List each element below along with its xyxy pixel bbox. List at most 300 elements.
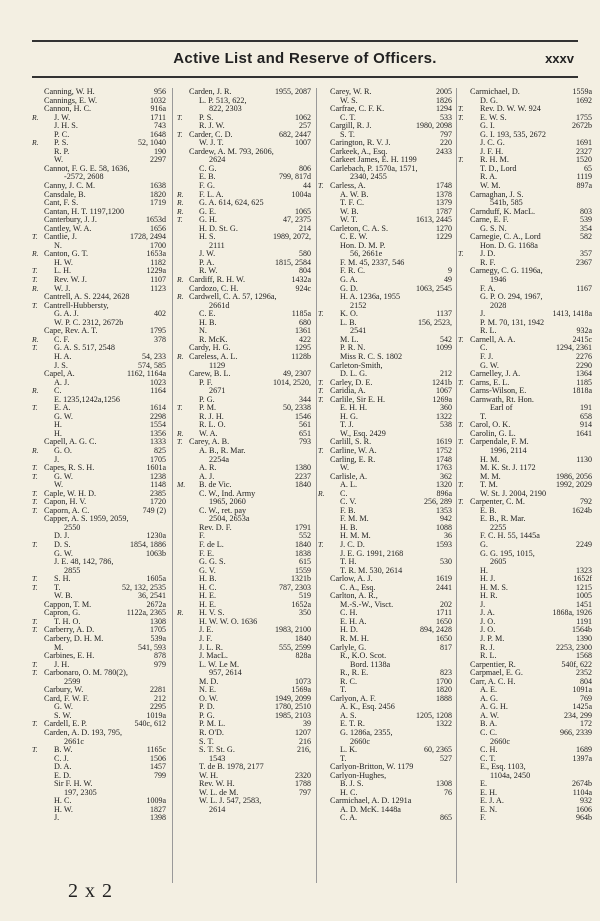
index-entry xyxy=(177,738,313,747)
entry-name: Cardew, A. M. 793, 2606, xyxy=(189,146,274,156)
index-entry xyxy=(318,319,454,328)
entry-page-refs: 360 xyxy=(440,403,452,413)
entry-name: E. W. S. xyxy=(480,112,507,122)
entry-name: P. M. L. xyxy=(199,719,226,729)
index-entry xyxy=(318,293,454,302)
entry-marker: T. xyxy=(32,300,38,310)
entry-name: A. J. xyxy=(54,377,70,387)
entry-name: F. de L. xyxy=(199,539,224,549)
entry-page-refs: 1119 xyxy=(576,172,592,182)
entry-page-refs: 1269a xyxy=(432,394,452,404)
entry-page-refs: 1379 xyxy=(436,198,452,208)
entry-page-refs: 2295 xyxy=(150,702,166,712)
index-entry xyxy=(177,404,313,413)
entry-name: 56, 2661e xyxy=(350,249,383,259)
entry-name: J. L. R. xyxy=(199,642,223,652)
index-entry xyxy=(177,259,313,268)
entry-page-refs: 216 xyxy=(299,736,311,746)
entry-name: Capes, R. S. H. xyxy=(44,463,95,473)
entry-page-refs: 1019a xyxy=(146,710,166,720)
entry-page-refs: 256, 289 xyxy=(424,497,452,507)
entry-name: Carbery, D. H. M. xyxy=(44,634,104,643)
entry-page-refs: 1398 xyxy=(150,813,166,823)
entry-name: G. A. S. 517, 2548 xyxy=(54,343,115,353)
entry-name: Carline, W. A. xyxy=(330,445,377,455)
entry-page-refs: 1182 xyxy=(150,257,166,267)
entry-name: Carnelley, J. A. xyxy=(470,369,521,379)
entry-page-refs: 2672a xyxy=(146,599,166,609)
entry-name: Carne, E. F. xyxy=(470,215,509,225)
entry-page-refs: 1624b xyxy=(572,505,592,515)
index-entry xyxy=(458,319,594,328)
entry-page-refs: 44 xyxy=(303,181,311,191)
index-entry xyxy=(177,413,313,422)
entry-page-refs: 1983, 2100 xyxy=(275,625,311,635)
entry-name: R. A. xyxy=(480,172,498,182)
entry-marker: R. xyxy=(177,608,184,618)
entry-name: R. J. H. xyxy=(199,411,224,421)
entry-name: Cansdale, B. xyxy=(44,189,86,199)
entry-name: Capon, H. V. xyxy=(44,497,87,507)
entry-name: Carbonaro, O. M. 780(2), xyxy=(44,668,128,678)
page-title: Active List and Reserve of Officers. xyxy=(173,50,437,67)
entry-name: R. H. M. xyxy=(480,155,509,165)
entry-page-refs: 1205, 1208 xyxy=(416,710,452,720)
entry-marker: T. xyxy=(458,334,464,344)
entry-page-refs: 1989, 2072, xyxy=(273,232,311,242)
entry-page-refs: 54, 233 xyxy=(142,351,166,361)
entry-page-refs: 793 xyxy=(299,437,311,447)
entry-name: H. E. xyxy=(199,599,217,609)
entry-page-refs: 787, 2303 xyxy=(279,582,311,592)
index-entry xyxy=(32,447,168,456)
entry-page-refs: 1638 xyxy=(150,181,166,191)
entry-page-refs: 538 xyxy=(440,420,452,430)
entry-name: -2572, 2608 xyxy=(64,172,104,182)
entry-marker: T. xyxy=(458,437,464,447)
entry-page-refs: 540c, 612 xyxy=(134,719,166,729)
page-number: xxxv xyxy=(545,51,574,66)
entry-page-refs: 1815, 2584 xyxy=(275,257,311,267)
entry-page-refs: 799 xyxy=(154,770,166,780)
index-entry xyxy=(177,156,313,165)
entry-page-refs: 932 xyxy=(580,796,592,806)
entry-name: Cannot, F. G. E. 58, 1636, xyxy=(44,163,130,173)
entry-page-refs: 1559a xyxy=(572,87,592,96)
entry-page-refs: 1137 xyxy=(436,309,452,319)
entry-marker: T. xyxy=(458,112,464,122)
entry-name: 1996, 2114 xyxy=(490,445,527,455)
entry-marker: R. xyxy=(32,138,39,148)
entry-page-refs: 1380 xyxy=(295,463,311,473)
entry-name: W. A. xyxy=(199,428,218,438)
entry-name: J. D. xyxy=(480,249,496,259)
entry-page-refs: 220 xyxy=(440,138,452,148)
entry-name: G. 1286a, 2355, xyxy=(340,728,393,738)
entry-name: E. D. xyxy=(54,770,72,780)
index-entry xyxy=(177,661,313,670)
entry-name: R., K.O. Scot. xyxy=(340,651,387,661)
entry-name: J. xyxy=(54,813,60,823)
entry-name: 2550 xyxy=(64,522,81,532)
entry-name: F. B. xyxy=(340,505,356,515)
entry-page-refs: 658 xyxy=(580,411,592,421)
entry-page-refs: 190 xyxy=(154,146,166,156)
entry-name: F. xyxy=(199,531,205,541)
entry-page-refs: 533 xyxy=(440,112,452,122)
entry-marker: R. xyxy=(177,351,184,361)
index-entry xyxy=(32,797,168,806)
entry-page-refs: 797 xyxy=(440,129,452,139)
entry-name: E. H. A. xyxy=(340,616,367,626)
entry-name: 2661d xyxy=(209,300,230,310)
entry-page-refs: 1653a xyxy=(146,249,166,259)
entry-page-refs: 803 xyxy=(580,206,592,216)
entry-name: 1104a, 2450 xyxy=(490,770,531,780)
entry-name: E. B. xyxy=(480,505,497,515)
entry-name: J. F. H. xyxy=(480,146,504,156)
entry-page-refs: 2674b xyxy=(572,779,592,789)
entry-name: C. T. xyxy=(480,753,496,763)
index-entry xyxy=(32,558,168,567)
index-entry xyxy=(318,242,454,251)
entry-name: Carmichael, D. xyxy=(470,87,520,96)
entry-name: Carberry, A. D. xyxy=(44,625,95,635)
entry-name: D. G. xyxy=(480,95,498,105)
entry-page-refs: 1062 xyxy=(295,112,311,122)
entry-page-refs: 1787 xyxy=(436,206,452,216)
entry-page-refs: 1840 xyxy=(295,480,311,490)
entry-name: H. W. xyxy=(54,257,73,267)
entry-marker: T. xyxy=(32,745,38,755)
entry-name: G. O. xyxy=(54,445,72,455)
entry-name: H. W. xyxy=(54,804,73,814)
entry-name: Carlyle, G. xyxy=(330,642,367,652)
entry-name: Cardell, E. P. xyxy=(44,719,87,729)
entry-name: J. O. xyxy=(480,625,496,635)
entry-name: G. D. xyxy=(340,283,358,293)
entry-page-refs: 1652a xyxy=(291,599,311,609)
entry-page-refs: 817 xyxy=(440,642,452,652)
index-entry xyxy=(318,267,454,276)
entry-name: Carden, A. D. 193, 795, xyxy=(44,728,123,738)
entry-page-refs: 1333 xyxy=(150,437,166,447)
entry-page-refs: 1294, 2361 xyxy=(556,343,592,353)
entry-name: E. B., R. Mar. xyxy=(480,514,526,524)
entry-name: H. A. 1236a, 1955 xyxy=(340,292,401,302)
entry-page-refs: 52, 132, 2535 xyxy=(122,582,166,592)
index-entry xyxy=(318,456,454,465)
entry-name: N. xyxy=(54,240,62,250)
entry-page-refs: 1308 xyxy=(436,779,452,789)
entry-name: R. J. W. xyxy=(199,121,225,131)
entry-name: G. V. xyxy=(199,565,216,575)
index-entry xyxy=(458,156,594,165)
index-entry xyxy=(318,609,454,618)
entry-name: L. W. Le M. xyxy=(199,659,240,669)
entry-name: A. G. xyxy=(480,693,498,703)
entry-name: C. E. W. xyxy=(340,232,368,242)
entry-name: P. G. xyxy=(199,710,215,720)
entry-name: H. B. xyxy=(199,317,217,327)
entry-name: T. D., Lord xyxy=(480,163,517,173)
entry-page-refs: 1322 xyxy=(436,411,452,421)
entry-name: Carden, J. R. xyxy=(189,87,232,96)
entry-name: H. S. xyxy=(199,232,216,242)
entry-marker: T. xyxy=(318,309,324,319)
entry-page-refs: 1564b xyxy=(572,625,592,635)
index-entry xyxy=(458,515,594,524)
entry-name: G. A. J. xyxy=(54,309,79,319)
entry-page-refs: 1763 xyxy=(436,463,452,473)
entry-page-refs: 1985, 2103 xyxy=(275,710,311,720)
entry-name: Carkeek, A., Esq. xyxy=(330,146,388,156)
index-entry xyxy=(32,327,168,336)
entry-page-refs: 1364 xyxy=(576,369,592,379)
entry-name: E. B. xyxy=(199,172,216,182)
entry-name: P. C. xyxy=(54,129,70,139)
entry-page-refs: 1023 xyxy=(150,377,166,387)
entry-marker: R. xyxy=(32,334,39,344)
entry-page-refs: 2005 xyxy=(436,87,452,96)
index-entry xyxy=(458,575,594,584)
entry-name: C. G. xyxy=(199,163,217,173)
index-entry xyxy=(458,242,594,251)
index-entry xyxy=(458,806,594,815)
entry-name: G. xyxy=(480,539,488,549)
signature-mark: 2 x 2 xyxy=(68,880,113,902)
index-entry xyxy=(177,541,313,550)
entry-marker: T. xyxy=(32,625,38,635)
entry-name: H. G. xyxy=(340,411,358,421)
index-entry xyxy=(458,609,594,618)
entry-name: G. I. 193, 535, 2672 xyxy=(480,129,546,139)
entry-name: F. J. xyxy=(480,351,494,361)
index-entry xyxy=(177,387,313,396)
index-entry xyxy=(177,353,313,362)
entry-page-refs: 1063, 2545 xyxy=(416,283,452,293)
entry-marker: R. xyxy=(32,386,39,396)
index-entry xyxy=(318,601,454,610)
index-entry xyxy=(177,720,313,729)
entry-page-refs: 1014, 2520, xyxy=(273,377,311,387)
entry-name: L. H. xyxy=(54,266,72,276)
entry-page-refs: 865 xyxy=(440,813,452,823)
column-divider xyxy=(456,88,457,883)
entry-page-refs: 1230a xyxy=(146,531,166,541)
entry-marker: T. xyxy=(32,232,38,242)
entry-page-refs: 49 xyxy=(444,275,452,285)
index-entry xyxy=(32,438,168,447)
entry-page-refs: 47, 2375 xyxy=(283,215,311,225)
index-entry xyxy=(177,644,313,653)
entry-page-refs: 1320 xyxy=(436,480,452,490)
entry-name: J. MacL. xyxy=(199,651,228,661)
entry-page-refs: 2297 xyxy=(150,155,166,165)
index-entry xyxy=(177,438,313,447)
entry-marker: T. xyxy=(32,574,38,584)
entry-name: Carol, O. K. xyxy=(470,420,511,430)
entry-page-refs: 743 xyxy=(154,121,166,131)
entry-name: 2614 xyxy=(209,804,226,814)
entry-page-refs: 1606 xyxy=(576,804,592,814)
entry-page-refs: 156, 2523, xyxy=(418,317,452,327)
entry-page-refs: 1308 xyxy=(150,616,166,626)
entry-page-refs: 212 xyxy=(440,369,452,379)
index-entry xyxy=(177,310,313,319)
entry-page-refs: 530 xyxy=(440,557,452,567)
entry-page-refs: 897a xyxy=(576,181,592,191)
entry-name: R. L. xyxy=(480,651,497,661)
entry-name: Cardozo, C. H. xyxy=(189,283,239,293)
entry-name: F. R. C. xyxy=(340,266,366,276)
entry-page-refs: 234, 299 xyxy=(564,710,592,720)
entry-name: R. F. xyxy=(480,257,496,267)
entry-name: E. J. A. xyxy=(480,796,504,806)
index-entry xyxy=(458,592,594,601)
index-entry xyxy=(458,353,594,362)
index-entry xyxy=(32,122,168,131)
entry-name: H. A. xyxy=(54,351,72,361)
entry-name: J. O. xyxy=(480,616,496,626)
entry-page-refs: 1191 xyxy=(576,616,592,626)
entry-page-refs: 1005 xyxy=(576,591,592,601)
entry-page-refs: 804 xyxy=(299,266,311,276)
entry-marker: R. xyxy=(32,249,39,259)
entry-page-refs: 1323 xyxy=(576,565,592,575)
entry-page-refs: 1009a xyxy=(146,796,166,806)
entry-name: 2111 xyxy=(209,240,225,250)
index-entry xyxy=(458,797,594,806)
entry-page-refs: 1652f xyxy=(573,574,592,584)
entry-name: Carbines, E. H. xyxy=(44,651,95,661)
entry-name: J. C. D. xyxy=(340,539,365,549)
entry-name: A. G. H. xyxy=(480,702,508,712)
index-entry xyxy=(318,225,454,234)
entry-name: G. W. xyxy=(54,548,73,558)
entry-marker: T. xyxy=(32,463,38,473)
entry-page-refs: 36, 2541 xyxy=(138,591,166,601)
entry-marker: T. xyxy=(458,497,464,507)
entry-name: Caridia, A. xyxy=(330,386,366,396)
entry-name: D. J. xyxy=(54,531,70,541)
index-entry xyxy=(32,114,168,123)
entry-name: Carlile, Sir E. H. xyxy=(330,394,386,404)
index-entry xyxy=(32,652,168,661)
entry-page-refs: 191 xyxy=(580,403,592,413)
entry-name: A. W. B. xyxy=(340,189,369,199)
entry-page-refs: 1432a xyxy=(291,275,311,285)
entry-name: W. J. xyxy=(54,283,71,293)
entry-name: Carley, D. E. xyxy=(330,377,373,387)
entry-name: Caporn, A. C. xyxy=(44,505,90,515)
entry-name: F. L. A. xyxy=(199,189,224,199)
entry-name: H. E. xyxy=(199,591,217,601)
entry-name: J. W. xyxy=(54,112,71,122)
index-entry xyxy=(177,524,313,533)
entry-name: 2624 xyxy=(209,155,226,165)
index-entry xyxy=(177,233,313,242)
entry-name: C. J. xyxy=(54,753,69,763)
index-entry xyxy=(458,644,594,653)
entry-page-refs: 1720 xyxy=(150,497,166,507)
entry-name: Cantley, W. A. xyxy=(44,223,92,233)
entry-name: G. W. xyxy=(54,471,73,481)
index-entry xyxy=(177,173,313,182)
index-entry xyxy=(32,473,168,482)
entry-name: Cardiff, R. H. W. xyxy=(189,275,246,285)
entry-name: E. H. xyxy=(480,787,498,797)
entry-name: P. F. xyxy=(199,377,213,387)
entry-name: W. H. xyxy=(199,770,219,780)
index-entry xyxy=(318,404,454,413)
entry-marker: T. xyxy=(32,719,38,729)
entry-page-refs: 1840 xyxy=(295,634,311,643)
index-column-3 xyxy=(318,88,454,823)
entry-name: 2660c xyxy=(350,736,371,746)
entry-page-refs: 582 xyxy=(580,232,592,242)
entry-marker: R. xyxy=(32,283,39,293)
entry-page-refs: 1088 xyxy=(436,522,452,532)
header-rule xyxy=(32,76,578,78)
index-entry xyxy=(32,148,168,157)
entry-page-refs: 1295 xyxy=(295,343,311,353)
entry-page-refs: 1397a xyxy=(572,753,592,763)
entry-page-refs: 914 xyxy=(580,420,592,430)
entry-page-refs: 1207 xyxy=(295,728,311,738)
entry-name: F. xyxy=(480,813,486,823)
entry-name: 2255 xyxy=(490,522,507,532)
entry-name: Canterbury, J. J. xyxy=(44,215,97,225)
entry-name: T. M. xyxy=(480,480,498,490)
entry-page-refs: 1148 xyxy=(150,480,166,490)
entry-page-refs: 1980, 2098 xyxy=(416,121,452,131)
entry-marker: T. xyxy=(458,480,464,490)
entry-name: W. T. xyxy=(340,215,358,225)
entry-page-refs: 1820 xyxy=(436,685,452,695)
entry-name: Carmichael, A. D. 1291a xyxy=(330,796,412,806)
entry-name: Carpentier, R. xyxy=(470,659,516,669)
entry-page-refs: 2249 xyxy=(576,539,592,549)
entry-page-refs: 1748 xyxy=(436,181,452,191)
entry-page-refs: 1165c xyxy=(146,745,166,755)
entry-page-refs: 1692 xyxy=(576,95,592,105)
entry-name: A. K., Esq. 2456 xyxy=(340,702,395,712)
entry-name: T. de B. 1978, 2177 xyxy=(199,762,264,772)
entry-name: H. xyxy=(54,420,62,430)
index-entry xyxy=(458,293,594,302)
entry-marker: R. xyxy=(177,292,184,302)
entry-name: E. H. H. xyxy=(340,403,368,413)
entry-name: C. A. xyxy=(340,813,358,823)
entry-name: 2855 xyxy=(64,565,81,575)
index-entry xyxy=(32,421,168,430)
entry-name: H. R. xyxy=(480,591,498,601)
entry-page-refs: 979 xyxy=(154,659,166,669)
entry-name: W. B. xyxy=(54,591,73,601)
entry-name: Caple, W. H. D. xyxy=(44,488,97,498)
entry-page-refs: 1780, 2510 xyxy=(275,702,311,712)
index-entry xyxy=(318,413,454,422)
entry-name: Carpmael, E. G. xyxy=(470,668,523,678)
entry-name: A. J. xyxy=(199,471,215,481)
index-entry xyxy=(458,738,594,747)
index-entry xyxy=(318,806,454,815)
entry-name: P. R. N. xyxy=(340,343,366,353)
entry-page-refs: 540f, 622 xyxy=(561,659,592,669)
entry-name: C. xyxy=(480,343,488,353)
entry-marker: T. xyxy=(32,497,38,507)
